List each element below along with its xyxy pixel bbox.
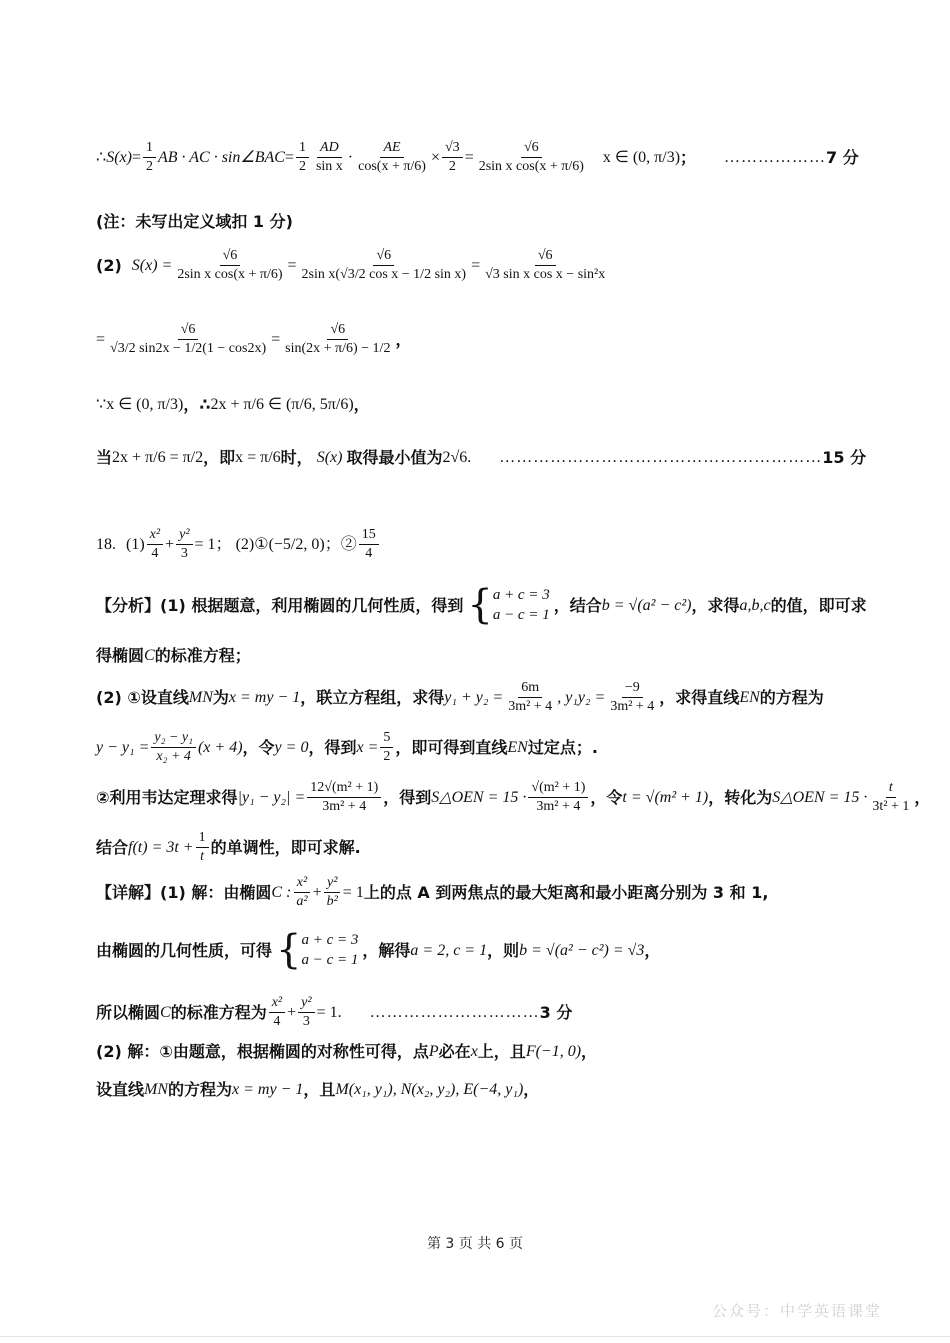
fraction-1 (107, 322, 269, 357)
solution-line-part2b (96, 322, 870, 357)
func-expr: f(t) = 3t + (128, 839, 194, 856)
fraction-num: 1 (196, 830, 209, 848)
fraction-num: 15 (359, 527, 379, 545)
fraction-num: √3 (442, 140, 463, 158)
fraction-den: sin x (315, 159, 343, 175)
analysis-text: 的标准方程； (154, 646, 251, 665)
sx-label: S(x) (106, 149, 132, 166)
analysis-text: ，得到 (308, 738, 357, 757)
fraction-num: AD (317, 140, 342, 158)
fraction-2 (282, 322, 393, 357)
x-range: x ∈ (0, π/3) (106, 396, 184, 413)
fraction-num: √6 (327, 322, 348, 340)
detail-line-2 (96, 927, 870, 974)
equation-system (276, 927, 359, 974)
line-equation: x = my − 1 (228, 689, 301, 706)
b-formula: b = √(a² − c²) (601, 596, 692, 614)
fraction-y (176, 527, 192, 562)
fraction-den: a² (296, 894, 308, 910)
fraction-num: 6m (518, 680, 542, 698)
detail-text: 上的点 A 到两焦点的最大矩离和最小距离分别为 3 和 1, (363, 883, 769, 902)
dot-operator: · (347, 149, 354, 166)
fraction-den: 2 (448, 159, 456, 175)
fraction-num: x² (294, 875, 310, 893)
fraction-y (298, 995, 314, 1030)
system-row: a + c = 3 (301, 932, 359, 948)
comma: ， (353, 395, 370, 414)
min-text: 取得最小值为 (346, 448, 443, 467)
fraction-num: √6 (178, 322, 199, 340)
focus-point: F(−1, 0) (525, 1043, 582, 1060)
equals-sign: = (131, 149, 141, 166)
condition-expr: 2x + π/6 = π/2 (112, 449, 204, 466)
detail-line-5 (96, 1080, 870, 1099)
c-var: C (144, 647, 155, 664)
fraction-den: 3 (302, 1014, 310, 1030)
semicolon: ； (680, 148, 697, 167)
because-symbol: ∵ (96, 396, 107, 413)
system-row: a + c = 3 (492, 587, 550, 603)
score-label: 7 分 (826, 148, 859, 167)
fraction-den: 2sin x cos(x + π/6) (177, 267, 283, 283)
detail-text: ，解得 (362, 940, 411, 960)
fraction-den: cos(x + π/6) (358, 159, 426, 175)
analysis-text: ，令 (242, 738, 275, 757)
mn-var: MN (188, 689, 213, 706)
analysis-text: 过定点；. (527, 738, 598, 757)
fraction-den: 3m² + 4 (610, 699, 655, 715)
fraction-1 (174, 248, 285, 283)
analysis-text: ，求得直线 (659, 688, 740, 707)
fraction-x (147, 527, 163, 562)
fraction-x (380, 730, 393, 765)
fraction-den: 2 (383, 749, 391, 765)
fraction-num: AE (380, 140, 403, 158)
equals-sign: = (471, 257, 481, 274)
part-label: (1) (126, 536, 145, 553)
detail-text: 的方程为 (168, 1080, 233, 1099)
sx-label: S(x) = (131, 257, 173, 274)
sum-expr: y₁ + y₂ = (444, 689, 504, 706)
ie-text: ，即 (203, 448, 236, 467)
fraction-den: b² (326, 894, 338, 910)
detail-text: ，则 (487, 940, 520, 960)
fraction-den: 4 (365, 546, 373, 562)
analysis-text: ，得到 (383, 788, 432, 807)
analysis-text: (2) ①设直线 (96, 688, 189, 707)
fraction-num: 1 (143, 140, 156, 158)
fraction-den: 3 (180, 546, 188, 562)
fraction-num: 5 (380, 730, 393, 748)
fraction-num: √(m² + 1) (528, 780, 588, 798)
analysis-text: 的值，即可求 (770, 595, 867, 615)
brace-symbol: { (276, 927, 302, 974)
solution-line-sx (96, 140, 870, 175)
lhs-expr: y − y₁ = (96, 739, 150, 756)
detail-text: 设直线 (96, 1080, 145, 1099)
fraction-3 (355, 140, 429, 175)
score-dots: ……………… (724, 149, 827, 166)
detail-text: 的标准方程为 (170, 1003, 267, 1022)
fraction-num: y₂ − y₁ (151, 730, 196, 748)
equals-sign: = (271, 331, 281, 348)
prod-expr: , y₁y₂ = (557, 689, 606, 706)
vars: a,b,c (739, 596, 771, 614)
fraction-2 (299, 248, 470, 283)
analysis-line-2 (96, 646, 870, 665)
fraction-den: 4 (151, 546, 159, 562)
fraction-den: √3/2 sin2x − 1/2(1 − cos2x) (110, 341, 267, 357)
fraction-num: y² (298, 995, 314, 1013)
detail-line-1 (96, 875, 870, 910)
rhs-expr: (x + 4) (197, 739, 243, 756)
detail-tag: 【详解】 (96, 883, 161, 902)
points-list: M(x₁, y₁), N(x₂, y₂), E(−4, y₁) (335, 1081, 524, 1098)
comma: ， (395, 330, 412, 349)
fraction-num: x² (147, 527, 163, 545)
fraction-den: 3m² + 4 (322, 799, 367, 815)
plus-sign: + (287, 1004, 297, 1021)
detail-text: ，且 (303, 1080, 336, 1099)
part-label: (2)① (235, 536, 269, 553)
detail-text: 必在 (438, 1042, 471, 1061)
fraction-den: 2sin x cos(x + π/6) (478, 159, 584, 175)
en-var: EN (507, 739, 528, 756)
bottom-rule (0, 1336, 950, 1337)
detail-text: 所以椭圆 (96, 1003, 161, 1022)
fraction-den: 3t² + 1 (872, 799, 910, 815)
fraction-den: 2 (145, 159, 153, 175)
area-expr: S△OEN = 15 · (431, 789, 527, 806)
analysis-text: 的单调性，即可求解. (210, 838, 361, 857)
detail-text: ， (523, 1080, 540, 1099)
equation-rhs: = 1. (316, 1004, 342, 1021)
fraction-den: 2sin x(√3/2 cos x − 1/2 sin x) (301, 267, 467, 283)
x-var: x (470, 1043, 478, 1060)
fraction-den: √3 sin x cos x − sin²x (485, 267, 606, 283)
watermark: 公众号：中学英语课堂 (712, 1302, 883, 1320)
en-var: EN (739, 689, 760, 706)
detail-text: ， (581, 1042, 598, 1061)
fraction-num: y² (176, 527, 192, 545)
fraction-den: x₂ + 4 (156, 749, 191, 765)
t-def: t = √(m² + 1) (622, 789, 709, 806)
fraction-num: √6 (220, 248, 241, 266)
abs-expr: |y₁ − y₂| = (237, 789, 306, 806)
fraction-num: √6 (373, 248, 394, 266)
analysis-text: ，即可得到直线 (395, 738, 508, 757)
fraction-5 (476, 140, 587, 175)
system-row: a − c = 1 (492, 607, 550, 624)
analysis-text: ②利用韦达定理求得 (96, 788, 238, 807)
fraction-num: 12√(m² + 1) (307, 780, 381, 798)
analysis-line-5 (96, 780, 931, 815)
analysis-text: 得椭圆 (96, 646, 145, 665)
fraction-x (269, 995, 285, 1030)
plus-sign: + (312, 884, 322, 901)
area-expression: AB · AC · sin∠BAC (157, 149, 285, 166)
detail-text: ， (644, 940, 661, 960)
y-zero: y = 0 (274, 739, 309, 756)
mn-var: MN (144, 1081, 169, 1098)
fraction-den: t (200, 849, 205, 865)
fraction-2 (313, 140, 346, 175)
fraction-slope (151, 730, 196, 765)
detail-text: 上，且 (477, 1042, 526, 1061)
analysis-text: ，求得 (691, 595, 740, 615)
solution-line-part2c (96, 395, 870, 414)
detail-line-3 (96, 995, 870, 1030)
q18-answer-line (96, 527, 870, 562)
analysis-text: ，结合 (553, 595, 602, 615)
note-line (96, 212, 870, 231)
plus-sign: + (165, 536, 175, 553)
sx-label: S(x) (316, 449, 343, 466)
time-text: 时， (280, 448, 313, 467)
fraction-1 (296, 140, 309, 175)
fraction-3 (482, 248, 608, 283)
fraction-half (143, 140, 156, 175)
b-value: b = √(a² − c²) = √3 (519, 941, 645, 959)
c-var: C : (271, 884, 292, 901)
fraction-num: −9 (622, 680, 643, 698)
fraction-den: 3m² + 4 (536, 799, 581, 815)
analysis-line-6 (96, 830, 870, 865)
equals-sign: = (284, 149, 294, 166)
equation-rhs: = 1； (194, 536, 232, 553)
score-label: 3 分 (539, 1003, 573, 1022)
fraction-a (293, 875, 310, 910)
equation-system (467, 582, 550, 629)
p-var: P (428, 1043, 439, 1060)
solved-values: a = 2, c = 1 (410, 941, 488, 959)
score-dots: ………………………… (369, 1004, 540, 1021)
equals-sign: = (96, 331, 106, 348)
fraction-den: 4 (273, 1014, 281, 1030)
min-value: 2√6 (442, 449, 468, 466)
score-label: 15 分 (822, 448, 867, 467)
brace-symbol: { (467, 582, 493, 629)
fraction-den: 2 (298, 159, 306, 175)
separator: ；② (324, 536, 357, 553)
x-eq: x = (356, 739, 379, 756)
times-sign: × (430, 149, 440, 166)
page-footer: 第 3 页 共 6 页 (426, 1236, 524, 1252)
analysis-text: ， (914, 788, 931, 807)
equals-sign: = (464, 149, 474, 166)
fraction-den: 3m² + 4 (508, 699, 553, 715)
analysis-tag: 【分析】 (96, 595, 161, 615)
fraction-num: y² (324, 875, 340, 893)
system-row: a − c = 1 (301, 952, 359, 969)
equals-sign: = (287, 257, 297, 274)
detail-text: 由椭圆的几何性质，可得 (96, 940, 273, 960)
equation-rhs: = 1 (342, 884, 364, 901)
angle-range: 2x + π/6 ∈ (π/6, 5π/6) (210, 396, 354, 413)
fraction-4 (442, 140, 463, 175)
solution-line-part2a (96, 248, 870, 283)
fraction-b (324, 875, 341, 910)
score-dots: ………………………………………………… (499, 449, 823, 466)
fraction-den: sin(2x + π/6) − 1/2 (285, 341, 391, 357)
domain-expression: x ∈ (0, π/3) (602, 149, 681, 166)
analysis-text: ，转化为 (708, 788, 773, 807)
fraction-num: t (886, 780, 896, 798)
fraction-area (528, 780, 588, 815)
analysis-text: (1) 根据题意，利用椭圆的几何性质，得到 (160, 595, 464, 615)
analysis-text: ，联立方程组，求得 (300, 688, 445, 707)
x-value: x = π/6 (235, 449, 281, 466)
fraction-t (869, 780, 912, 815)
question-number: 18. (96, 536, 116, 553)
fraction-answer (359, 527, 379, 562)
area-expr-2: S△OEN = 15 · (772, 789, 868, 806)
analysis-line-1 (96, 582, 870, 629)
fraction-func (196, 830, 209, 865)
line-equation: x = my − 1 (232, 1081, 304, 1098)
analysis-text: 结合 (96, 838, 129, 857)
fraction-num: x² (269, 995, 285, 1013)
period: . (467, 449, 472, 466)
part-label: (2) (96, 256, 122, 275)
note-text: (注：未写出定义域扣 1 分) (96, 212, 293, 231)
therefore-symbol: ∴ (96, 149, 107, 166)
detail-line-4 (96, 1042, 870, 1061)
solution-line-part2d (96, 448, 870, 467)
analysis-line-4 (96, 730, 870, 765)
detail-text: (1) 解：由椭圆 (160, 883, 272, 902)
detail-text: (2) 解：①由题意，根据椭圆的对称性可得，点 (96, 1042, 429, 1061)
analysis-text: 的方程为 (759, 688, 824, 707)
c-var: C (160, 1004, 171, 1021)
fraction-abs (307, 780, 381, 815)
therefore-symbol: ，∴ (183, 395, 211, 414)
analysis-text: 为 (212, 688, 229, 707)
analysis-text: ，令 (590, 788, 623, 807)
fraction-num: √6 (521, 140, 542, 158)
analysis-line-3 (96, 680, 870, 715)
fraction-prod (607, 680, 657, 715)
fixed-point: (−5/2, 0) (268, 536, 325, 553)
fraction-num: √6 (535, 248, 556, 266)
fraction-num: 1 (296, 140, 309, 158)
when-text: 当 (96, 448, 113, 467)
fraction-sum (505, 680, 555, 715)
